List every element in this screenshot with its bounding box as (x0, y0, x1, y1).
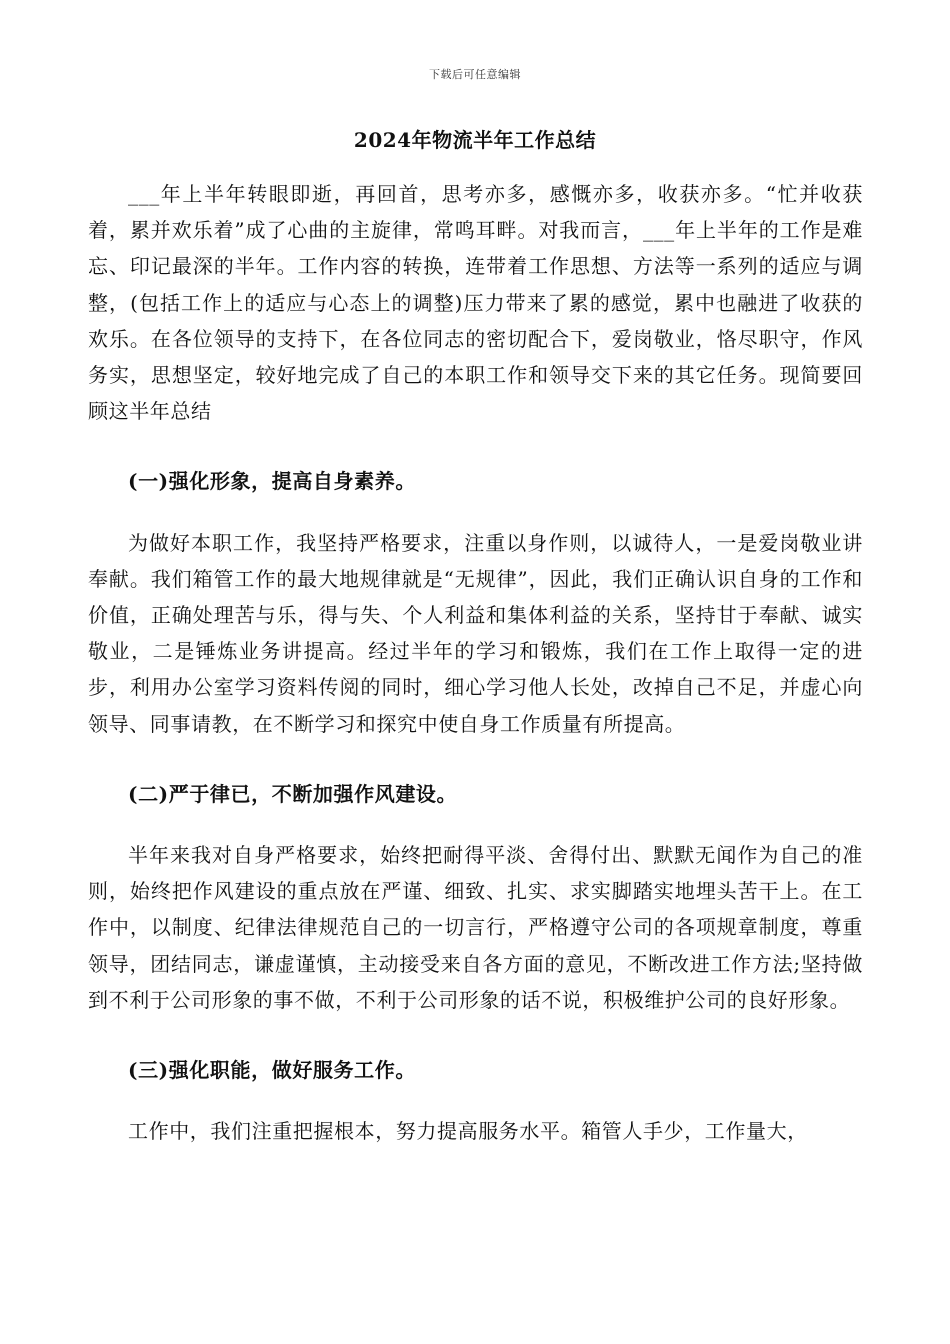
section-3-heading: (三)强化职能，做好服务工作。 (128, 1058, 416, 1083)
document-body (88, 176, 863, 1149)
document-title: 2024年物流半年工作总结 (353, 128, 597, 152)
section-2-paragraph: 半年来我对自身严格要求，始终把耐得平淡、舍得付出、默默无闻作为自己的准则，始终把作风建设的重点放在严谨、细致、扎实、求实脚踏实地埋头苦干上。在工作中，以制度、纪律法律规范自己的一切言行，严格遵守公司的各项规章制度，尊重领导，团结同志，谦虚谨慎，主动接受来自各方面的意见，不断改进工作方法;坚持做到不利于公司形象的事不做，不利于公司形象的话不说，积极维护公司的良好形象。 (88, 843, 863, 1012)
intro-paragraph: ___年上半年转眼即逝，再回首，思考亦多，感慨亦多，收获亦多。“忙并收获着，累并欢乐着”成了心曲的主旋律，常鸣耳畔。对我而言，___年上半年的工作是难忘、印记最深的半年。工作内容的转换，连带着工作思想、方法等一系列的适应与调整，(包括工作上的适应与心态上的调整)压力带来了累的感觉，累中也融进了收获的欢乐。在各位领导的支持下，在各位同志的密切配合下，爱岗敬业，恪尽职守，作风务实，思想坚定，较好地完成了自己的本职工作和领导交下来的其它任务。现简要回顾这半年总结 (88, 182, 863, 424)
section-1-heading: (一)强化形象，提高自身素养。 (128, 469, 416, 494)
section-2-heading: (二)严于律已，不断加强作风建设。 (128, 781, 458, 806)
section-3-paragraph: 工作中，我们注重把握根本，努力提高服务水平。箱管人手少，工作量大， (128, 1119, 808, 1144)
section-1-paragraph: 为做好本职工作，我坚持严格要求，注重以身作则，以诚待人，一是爱岗敬业讲奉献。我们箱管工作的最大地规律就是“无规律”，因此，我们正确认识自身的工作和价值，正确处理苦与乐，得与失、个人利益和集体利益的关系，坚持甘于奉献、诚实敬业，二是锤炼业务讲提高。经过半年的学习和锻炼，我们在工作上取得一定的进步，利用办公室学习资料传阅的同时，细心学习他人长处，改掉自己不足，并虚心向领导、同事请教，在不断学习和探究中使自身工作质量有所提高。 (88, 530, 863, 736)
header-note: 下载后可任意编辑 (429, 68, 521, 81)
